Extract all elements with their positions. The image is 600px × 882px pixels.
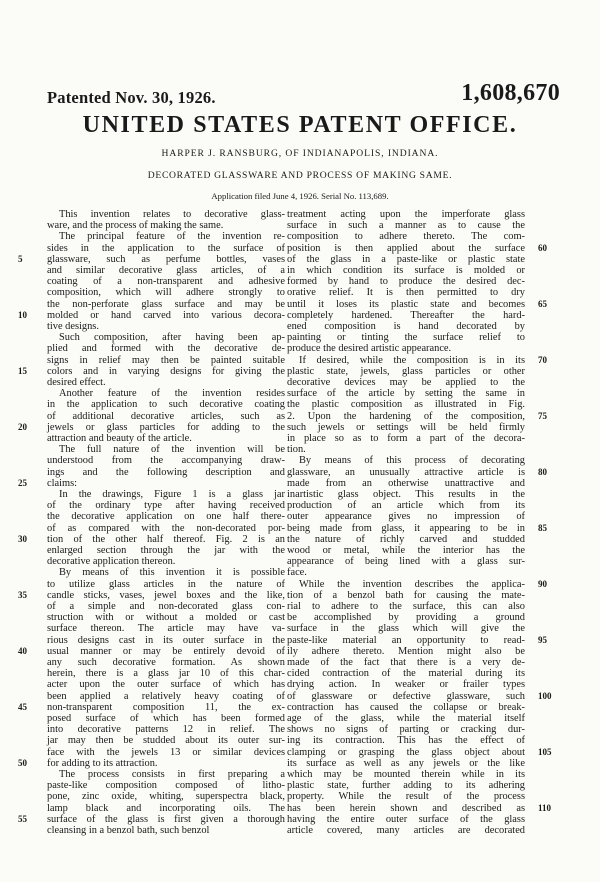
- text-line: the decorative application on one half there-: [47, 511, 285, 523]
- text-line: sides in the application to the surface of: [47, 242, 285, 254]
- line-number: 30: [18, 533, 27, 544]
- text-line: made from an otherwise unattractive and: [287, 477, 525, 489]
- text-line: having the entire outer surface of the glass: [287, 813, 525, 825]
- text-line: clamping or grasping the glass object about: [287, 746, 525, 758]
- text-line: The full nature of the invention will be: [59, 444, 285, 456]
- text-line: the nature of richly carved and studded: [287, 533, 525, 545]
- text-line: age of the glass, while the material itself: [287, 713, 525, 724]
- text-line: of a simple and non-decorated glass con-: [47, 601, 285, 612]
- text-line: jar may then be studded about its outer sur-: [47, 735, 285, 747]
- text-line: tion of a benzol bath for causing the mate-: [287, 589, 525, 601]
- text-line: enlarged section through the jar with the: [47, 545, 285, 556]
- text-line: colors and in varying designs for giving the: [47, 365, 285, 377]
- text-line: pone, zinc oxide, whiting, superspectra black,: [47, 791, 285, 803]
- line-number: 35: [18, 589, 27, 600]
- line-number: 5: [18, 253, 23, 264]
- text-line: and similar decorative glass articles, of a: [47, 265, 285, 276]
- text-line: ing its contraction. This has the effect of: [287, 735, 525, 747]
- text-line: rial to adhere to the surface, this can also: [287, 601, 525, 612]
- line-number: 40: [18, 645, 27, 656]
- text-line: treatment acting upon the imperforate glass: [287, 209, 525, 220]
- text-line: of glassware or defective glassware, such: [287, 690, 525, 702]
- text-line: non-transparent composition 11, the ex-: [47, 701, 285, 713]
- text-line: acter upon the outer surface of which has: [47, 679, 285, 691]
- text-line: usual manner or may be entirely devoid of: [47, 645, 285, 657]
- text-line: signs in relief may then be painted suitable: [47, 354, 285, 366]
- text-line: While the invention describes the applica-: [299, 578, 525, 590]
- text-line: wood or metal, while the interior has the: [287, 545, 525, 556]
- line-number: 105: [538, 746, 552, 757]
- text-line: surface of the article by setting the same in: [287, 388, 525, 400]
- text-line: tion.: [287, 444, 306, 456]
- line-number: 65: [538, 298, 547, 309]
- text-line: desired effect.: [47, 377, 106, 388]
- line-number: 80: [538, 466, 547, 477]
- text-line: By means of this process of decorating: [299, 455, 525, 467]
- text-line: plastic state, jewels, glass particles or other: [287, 365, 525, 377]
- text-line: face.: [287, 567, 307, 579]
- text-line: jewels or glass particles for adding to the: [47, 421, 285, 433]
- text-line: the non-perforate glass surface and may be: [47, 298, 285, 310]
- text-line: of the glass in a paste-like or plastic state: [287, 253, 525, 265]
- text-line: in which condition its surface is molded or: [287, 265, 525, 276]
- text-line: to utilize glass articles in the nature of: [47, 578, 285, 590]
- text-line: being made from glass, it appearing to be in: [287, 522, 525, 534]
- text-line: paste-like material an opportunity to read-: [287, 634, 525, 646]
- line-number: 50: [18, 757, 27, 768]
- text-line: Such composition, after having been ap-: [59, 332, 285, 344]
- text-line: shows no signs of parting or cracking dur-: [287, 724, 525, 736]
- text-line: produce the desired artistic appearance.: [287, 343, 452, 355]
- line-number: 70: [538, 354, 547, 365]
- text-line: property. While the result of the process: [287, 791, 525, 803]
- text-line: posed surface of which has been formed: [47, 713, 285, 724]
- text-line: This invention relates to decorative glass-: [59, 209, 285, 220]
- text-line: in place so as to form a part of the decora-: [287, 433, 525, 444]
- line-number: 95: [538, 634, 547, 645]
- text-line: ened composition is hand decorated by: [287, 321, 525, 332]
- text-line: any such decorative formation. As shown: [47, 657, 285, 668]
- text-line: into decorative patterns 12 in relief. The: [47, 724, 285, 736]
- text-line: In the drawings, Figure 1 is a glass jar: [59, 489, 285, 500]
- text-line: inartistic glass object. This results in the: [287, 489, 525, 500]
- text-line: made of the fact that there is a very de-: [287, 657, 525, 668]
- text-line: candle sticks, vases, jewel boxes and the like,: [47, 589, 285, 601]
- text-line: By means of this invention it is possible: [59, 567, 285, 579]
- text-line: cleansing in a benzol bath, such benzol: [47, 825, 210, 836]
- text-line: glassware, an unusually attractive article is: [287, 466, 525, 478]
- office-title: UNITED STATES PATENT OFFICE.: [82, 112, 518, 138]
- text-line: painting or tinting the surface relief to: [287, 332, 525, 344]
- text-line: ings and the following description and: [47, 466, 285, 478]
- text-line: plastic state, further adding to its adhering: [287, 780, 525, 792]
- line-number: 60: [538, 242, 547, 253]
- text-line: paste-like composition composed of litho-: [47, 780, 285, 792]
- text-line: of as compared with the non-decorated por-: [47, 522, 285, 534]
- text-line: position is then applied about the surface: [287, 242, 525, 254]
- text-line: ware, and the process of making the same.: [47, 220, 224, 232]
- line-number: 45: [18, 701, 27, 712]
- text-line: struction with or without a molded or cast: [47, 612, 285, 624]
- text-line: completely hardened. Thereafter the hard-: [287, 309, 525, 321]
- text-line: decorative devices may be applied to the: [287, 377, 525, 388]
- text-line: be accomplished by providing a ground: [287, 612, 525, 624]
- text-line: lamp black and incorporating oils. The: [47, 802, 285, 814]
- line-number: 20: [18, 421, 27, 432]
- text-line: 2. Upon the hardening of the composition,: [287, 410, 525, 422]
- text-line: If desired, while the composition is in its: [299, 354, 525, 366]
- text-line: face with the jewels 13 or similar devices: [47, 746, 285, 758]
- text-line: glassware, such as perfume bottles, vases: [47, 253, 285, 265]
- text-line: herein, there is a glass jar 10 of this char-: [47, 668, 285, 680]
- text-line: of additional decorative articles, such as: [47, 410, 285, 422]
- text-line: in the application to such decorative coating: [47, 399, 285, 411]
- text-line: surface in such a manner as to cause the: [287, 220, 525, 232]
- text-line: rious designs cast in its outer surface in the: [47, 634, 285, 646]
- line-number: 85: [538, 522, 547, 533]
- text-line: been applied a relatively heavy coating of: [47, 690, 285, 702]
- line-number: 25: [18, 477, 27, 488]
- text-line: of the ordinary type after having received: [47, 500, 285, 512]
- line-number: 75: [538, 410, 547, 421]
- application-line: Application filed June 4, 1926. Serial No. 113,689.: [211, 191, 389, 201]
- text-line: tion of the other half thereof. Fig. 2 is an: [47, 533, 285, 545]
- text-line: appearance of being lined with a glass sur-: [287, 556, 525, 568]
- text-line: molded or hand carved into various decora-: [47, 309, 285, 321]
- text-line: tive designs.: [47, 321, 99, 332]
- text-line: production of an article which from its: [287, 500, 525, 512]
- patented-date: Patented Nov. 30, 1926.: [47, 88, 216, 107]
- line-number: 90: [538, 578, 547, 589]
- text-line: has been herein shown and described as: [287, 802, 525, 814]
- text-line: understood from the accompanying draw-: [47, 455, 285, 467]
- text-line: surface in the glass which will give the: [287, 623, 525, 635]
- text-line: decorative application thereon.: [47, 556, 176, 568]
- inventor-line: HARPER J. RANSBURG, OF INDIANAPOLIS, INDIANA.: [161, 148, 439, 159]
- text-line: formed by hand to produce the desired dec-: [287, 276, 525, 288]
- line-number: 110: [538, 802, 552, 813]
- text-line: surface thereon. The article may have va-: [47, 623, 285, 635]
- line-number: 100: [538, 690, 552, 701]
- text-line: The process consists in first preparing a: [59, 769, 285, 780]
- text-line: cided contraction of the material during its: [287, 668, 525, 680]
- text-line: coating of a non-transparent and adhesive: [47, 276, 285, 288]
- text-line: orative relief. It is then permitted to dry: [287, 287, 525, 299]
- text-line: its surface as well as any jewels or the like: [287, 757, 525, 769]
- text-line: attraction and beauty of the article.: [47, 433, 192, 444]
- text-line: composition to adhere thereto. The com-: [287, 231, 525, 243]
- patent-subject: DECORATED GLASSWARE AND PROCESS OF MAKING SAME.: [147, 170, 453, 181]
- text-line: such jewels or settings will be held firmly: [287, 421, 525, 433]
- line-number: 55: [18, 813, 27, 824]
- line-number: 15: [18, 365, 27, 376]
- text-line: which may be mounted therein while in its: [287, 769, 525, 780]
- text-line: drying action. In weaker or frailer types: [287, 679, 525, 691]
- text-line: surface of the glass is first given a thorough: [47, 813, 285, 825]
- text-line: until it loses its plastic state and becomes: [287, 298, 525, 310]
- text-line: the plastic composition as illustrated in Fig.: [287, 399, 525, 411]
- patent-number: 1,608,670: [461, 80, 560, 106]
- text-line: article covered, many articles are decorated: [287, 825, 525, 836]
- text-line: claims:: [47, 477, 78, 489]
- text-line: contraction has caused the collapse or break-: [287, 701, 525, 713]
- text-line: outer appearance gives no impression of: [287, 511, 525, 523]
- text-line: composition, which will adhere strongly to: [47, 287, 285, 299]
- text-line: for adding to its attraction.: [47, 757, 158, 769]
- text-line: The principal feature of the invention re-: [59, 231, 285, 243]
- line-number: 10: [18, 309, 27, 320]
- text-line: Another feature of the invention resides: [59, 388, 285, 400]
- text-line: plied and formed with the decorative de-: [47, 343, 285, 355]
- text-line: ily adhere thereto. Mention might also be: [287, 645, 525, 657]
